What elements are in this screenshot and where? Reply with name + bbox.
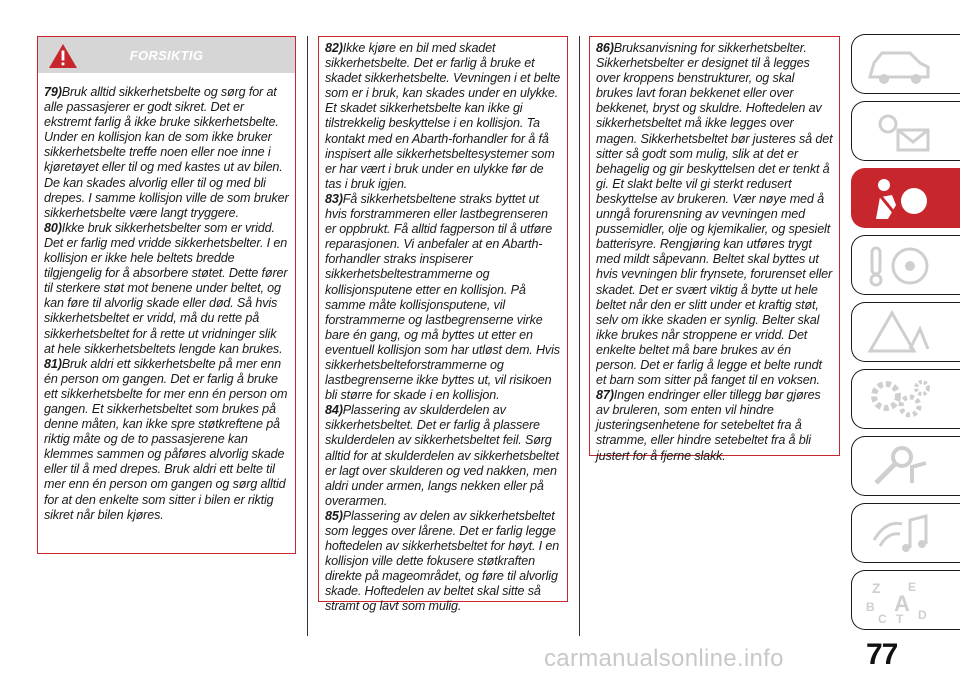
watermark: carmanualsonline.info <box>544 645 784 672</box>
note-number: 85) <box>325 508 343 523</box>
warning-lights-icon <box>866 108 936 156</box>
tab-multimedia[interactable] <box>851 503 960 563</box>
svg-text:D: D <box>918 608 927 622</box>
warning-header <box>38 37 295 73</box>
note-text: Få sikkerhetsbeltene straks byttet ut hvis forstrammeren eller lastbegrenseren er oppbrukt. Få alltid fagperson til å utføre reparasjonen. Vi anbefaler at en Abarth-forhandler straks inspiserer sikkerhetsbeltestrammerne og kollisjonsputene etter en kollisjon. På samme måte kollisjonsputene, vil forstrammerne og lastbegrenserne virke bare én gang, og må byttes ut etter en eventuell kollisjon som har utløst dem. Hvis sikkerhetsbelteforstrammerne og lastbegrenserne ikke byttes ut, vil risikoen bli større for skade i en kollisjon. <box>325 191 560 403</box>
note-number: 84) <box>325 403 343 418</box>
tab-emergency[interactable] <box>851 302 960 362</box>
note-number: 87) <box>596 388 614 403</box>
warning-box-col1 <box>37 36 296 554</box>
seatbelt-airbag-icon <box>866 175 936 223</box>
note-text: Plassering av delen av sikkerhetsbeltet som legges over lårene. Det er farlig legge hoftedelen av sikkerhetsbeltet for høyt. I en kollisjon ville dette fokusere støtkraften direkte på mageområdet, og føre til alvorlig skade. Hoftedelen av beltet skal sitte så stramt og lavt som mulig. <box>325 508 560 614</box>
note-text: Bruk aldri ett sikkerhetsbelte på mer enn én person om gangen. Det er farlig å bruke ett sikkerhetsbelte for mer enn én person om gangen. Et sikkerhetsbeltet som brukes på denne måten, kan ikke spre støtkreftene på riktig måte og de to passasjerene kan klemmes sammen og påføres alvorlig skade eller til å med drepes. Bruk aldri ett belte til mer enn én person om gangen og sørg alltid for at den enkelte som sitter i bilen er riktig sikret når bilen kjøres. <box>44 356 288 522</box>
tab-starting-driving[interactable] <box>851 235 960 295</box>
tab-maintenance[interactable] <box>851 369 960 429</box>
warning-box-col2 <box>318 36 568 614</box>
warning-paragraph <box>44 221 289 357</box>
note-number: 82) <box>325 41 343 55</box>
warning-paragraph <box>44 85 289 221</box>
column-divider-2 <box>579 36 580 636</box>
note-text: Bruk alltid sikkerhetsbelte og sørg for at alle passasjerer er godt sikret. Det er ekstremt farlig å ikke bruke sikkerhetsbelte. Under en kollisjon kan de som ikke bruker sikkerhetsbelte treffe noen eller noe inne i kjøretøyet eller til og med kastes ut av bilen. De kan skades alvorlig eller til og med bli drepes. I samme kollisjon ville de som bruker sikkerhetsbelte være langt tryggere. <box>44 85 289 220</box>
note-text: Ikke bruk sikkerhetsbelter som er vridd. Det er farlig med vridde sikkerhetsbelter. I en kollisjon er ikke hele beltets bredde tilgjengelig for å absorbere støtet. Dette fører til sterkere støt mot benene under beltet, og kan føre til alvorlig skade eller død. Så hvis sikkerhetsbeltet er vridd, må du rette på sikkerhetsbeltet for å rette ut vridninger slik at hele sikkerhetsbeltets lengde kan brukes. <box>44 220 288 356</box>
svg-text:T: T <box>896 612 904 625</box>
warning-paragraph <box>596 388 833 463</box>
col1-content <box>44 85 289 523</box>
warning-paragraph <box>325 509 561 615</box>
svg-text:Z: Z <box>872 580 881 596</box>
svg-text:A: A <box>894 591 910 616</box>
warning-paragraph <box>44 357 289 523</box>
note-number: 83) <box>325 191 343 206</box>
note-number: 81) <box>44 356 62 371</box>
multimedia-icon <box>866 510 936 558</box>
tab-dashboard[interactable] <box>851 34 960 94</box>
warning-paragraph <box>596 41 833 388</box>
warning-paragraph <box>325 403 561 509</box>
col2-content <box>325 41 561 615</box>
tab-safety[interactable] <box>851 168 960 228</box>
note-text: Ingen endringer eller tillegg bør gjøres av bruleren, som enten vil hindre justeringsenhetene for setebeltet fra å stramme, eller hindre setebeltet fra å bli justert for å fjerne slakk. <box>596 388 821 463</box>
page-number: 77 <box>866 638 898 671</box>
warning-title: FORSIKTIG <box>129 48 204 63</box>
tab-technical-data[interactable] <box>851 436 960 496</box>
warning-paragraph <box>325 41 561 192</box>
roadside-emergency-icon <box>866 309 936 357</box>
note-text: Bruksanvisning for sikkerhetsbelter. Sikkerhetsbelter er designet til å legges over kroppens benstrukturer, og skal brukes lavt foran bekkenet eller over bekkenet, bryst og skuldre. Hoftedelen av sikkerhetsbeltet må ikke legges over magen. Sikkerhetsbeltet bør justeres så det sitter så godt som mulig, slik at det er behagelig og gir beskyttelsen det er tenkt å gi. Et slakt belte vil gi sterkt redusert beskyttelse av brukeren. Vær nøye med å unngå forurensning av vevningen med pussemidler, olje og kjemikalier, og spesielt batterisyre. Rengjøring kan utføres trygt med mildt såpevann. Beltet skal byttes ut hvis vevningen blir frynsete, forurenset eller skadet. Det er svært viktig å bytte ut hele beltet når den er slitt under et kraftig støt, selv om ikke skaden er synlig. Belter skal ikke brukes når stroppene er vridd. Det enkelte beltet må bare brukes av én person. Det er farlig å legge et belte rundt et barn som sitter på fanget til en voksen. <box>596 41 833 388</box>
technical-data-icon <box>866 443 936 491</box>
alphabetical-index-icon <box>866 577 936 625</box>
warning-box-col3 <box>589 36 840 463</box>
note-text: Ikke kjøre en bil med skadet sikkerhetsbelte. Det er farlig å bruke et skadet sikkerhetsbelte. Vevningen i et belte som er i bruk, kan skades under en ulykke. Et skadet sikkerhetsbelte kan ikke gi tilstrekkelig beskyttelse i en kollisjon. Ta kontakt med en Abarth-forhandler for å få inspisert alle sikkerhetsbeltesystemer som er har vært i bruk under en ulykke før de tas i bruk igjen. <box>325 41 561 191</box>
car-dashboard-icon <box>866 41 936 89</box>
key-steering-wheel-icon <box>866 242 936 290</box>
col3-content <box>596 41 833 464</box>
tab-warning-lights[interactable] <box>851 101 960 161</box>
note-number: 86) <box>596 41 614 55</box>
maintenance-gears-icon <box>866 376 936 424</box>
svg-text:C: C <box>878 612 887 625</box>
column-divider-1 <box>307 36 308 636</box>
note-number: 79) <box>44 85 62 99</box>
tab-index[interactable] <box>851 570 960 630</box>
note-text: Plassering av skulderdelen av sikkerhetsbeltet. Det er farlig å plassere skulderdelen av sikkerhetsbeltet feil. Sørg alltid for at skulderdelen av sikkerhetsbeltet er lagt over skulderen og ved nakken, men aldri under armen, langs nekken eller på overarmen. <box>325 403 559 508</box>
svg-text:E: E <box>908 580 917 594</box>
svg-text:B: B <box>866 600 875 614</box>
note-number: 80) <box>44 220 62 235</box>
warning-paragraph <box>325 192 561 403</box>
